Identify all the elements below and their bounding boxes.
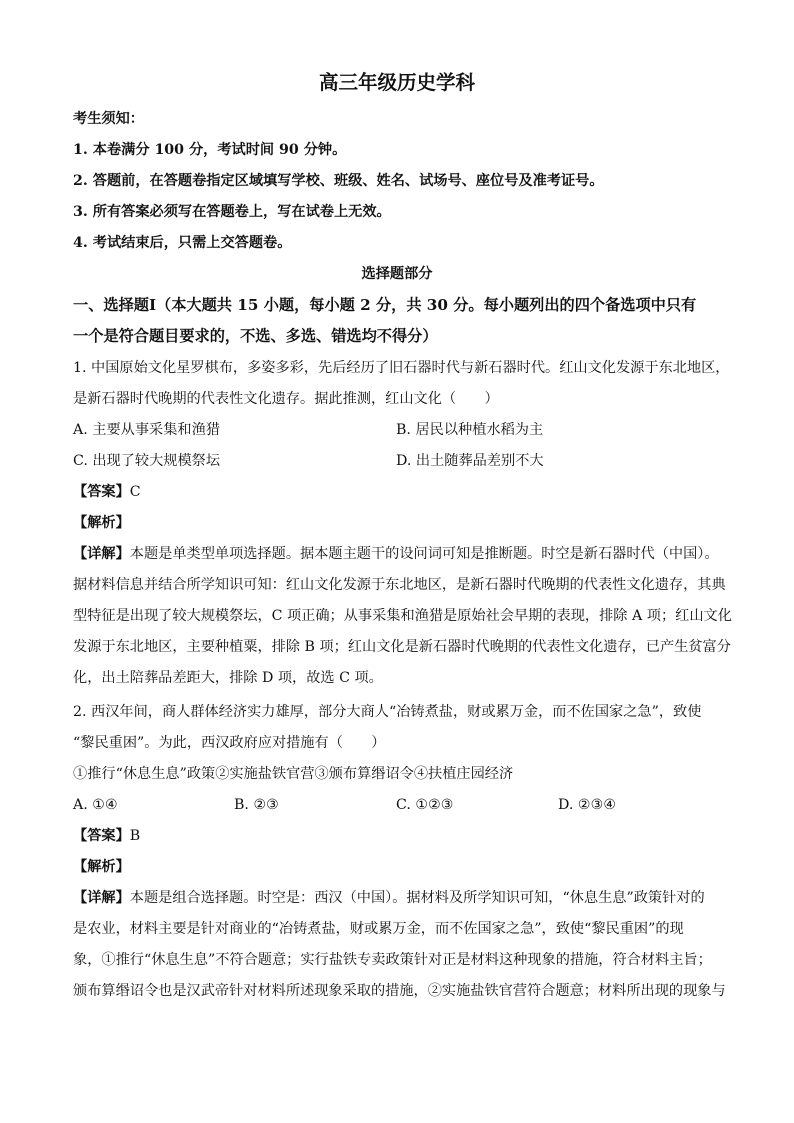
q1-option-b: B. 居民以种植水稻为主 bbox=[396, 422, 544, 438]
q1-answer-tag: 【答案】 bbox=[73, 484, 130, 500]
q2-stem-line1: 2. 西汉年间，商人群体经济实力雄厚，部分大商人“冶铸煮盐，财或累万金，而不佐国家之急”，致使 bbox=[73, 704, 702, 720]
q2-detail-line4: 颁布算缗诏令也是汉武帝针对材料所述现象采取的措施，②实施盐铁官营符合题意；材料所出现的现象与 bbox=[73, 983, 726, 999]
q1-option-a: A. 主要从事采集和渔猎 bbox=[73, 422, 220, 438]
section-heading-line1: 一、选择题Ⅰ（本大题共 15 小题，每小题 2 分，共 30 分。每小题列出的四个备选项中只有 bbox=[73, 296, 697, 314]
q2-stem-line3: ①推行“休息生息”政策②实施盐铁官营③颁布算缗诏令④扶植庄园经济 bbox=[73, 766, 514, 782]
part-title: 选择题部分 bbox=[361, 266, 433, 282]
q1-detail-line5: 化，出土陪葬品差距大，排除 D 项，故选 C 项。 bbox=[73, 670, 383, 686]
q2-detail-line1 bbox=[73, 888, 723, 908]
q1-detail-line2: 据材料信息并结合所学知识可知：红山文化发源于东北地区，是新石器时代晚期的代表性文化遗存，其典 bbox=[73, 577, 726, 593]
q2-option-a: A. ①④ bbox=[73, 797, 118, 813]
q1-answer-value: C bbox=[129, 484, 141, 500]
q2-detail-line2: 是农业，材料主要是针对商业的“冶铸煮盐，财或累万金，而不佐国家之急”，致使“黎民重困”的现 bbox=[73, 921, 684, 937]
page-title: 高三年级历史学科 bbox=[318, 71, 475, 94]
q1-detail-tag: 【详解】 bbox=[73, 546, 130, 562]
q2-answer bbox=[73, 826, 723, 846]
q2-answer-value: B bbox=[129, 828, 141, 844]
notice-heading: 考生须知： bbox=[73, 111, 144, 127]
q1-detail-line4: 发源于东北地区，主要种植粟，排除 B 项；红山文化是新石器时代晚期的代表性文化遗存，已产生贫富分 bbox=[73, 639, 731, 655]
q1-option-c: C. 出现了较大规模祭坛 bbox=[73, 453, 221, 469]
q2-stem-line2: “黎民重困”。为此，西汉政府应对措施有（ ） bbox=[73, 735, 386, 751]
q1-stem-line2: 是新石器时代晚期的代表性文化遗存。据此推测，红山文化（ ） bbox=[73, 391, 499, 407]
q1-stem-line1: 1. 中国原始文化星罗棋布，多姿多彩，先后经历了旧石器时代与新石器时代。红山文化发源于东北地区， bbox=[73, 360, 730, 376]
q1-detail-line1 bbox=[73, 544, 723, 564]
notice-item-4: 4. 考试结束后，只需上交答题卷。 bbox=[73, 235, 292, 251]
notice-item-3: 3. 所有答案必须写在答题卷上，写在试卷上无效。 bbox=[73, 204, 391, 220]
notice-item-1: 1. 本卷满分 100 分，考试时间 90 分钟。 bbox=[73, 142, 347, 158]
q2-detail-text-1: 本题是组合选择题。时空是：西汉（中国）。据材料及所学知识可知，“休息生息”政策针对的 bbox=[129, 890, 705, 906]
q2-detail-line3: 象，①推行“休息生息”不符合题意；实行盐铁专卖政策针对正是材料这种现象的措施，符合材料主旨； bbox=[73, 952, 712, 968]
q2-option-b: B. ②③ bbox=[234, 797, 279, 813]
q1-detail-line3: 型特征是出现了较大规模祭坛，C 项正确；从事采集和渔猎是原始社会早期的表现，排除 A 项；红山文化 bbox=[73, 608, 732, 624]
q2-option-d: D. ②③④ bbox=[558, 797, 617, 813]
q2-answer-tag: 【答案】 bbox=[73, 828, 130, 844]
q1-option-d: D. 出土随葬品差别不大 bbox=[396, 453, 544, 469]
q2-option-c: C. ①②③ bbox=[396, 797, 454, 813]
q2-analysis-tag: 【解析】 bbox=[73, 859, 130, 875]
q2-detail-tag: 【详解】 bbox=[73, 890, 130, 906]
notice-item-2: 2. 答题前，在答题卷指定区域填写学校、班级、姓名、试场号、座位号及准考证号。 bbox=[73, 173, 604, 189]
q1-answer bbox=[73, 482, 723, 502]
q1-analysis-tag: 【解析】 bbox=[73, 515, 130, 531]
q1-detail-text-1: 本题是单类型单项选择题。据本题主题干的设问词可知是推断题。时空是新石器时代（中国）。 bbox=[129, 546, 719, 562]
section-heading-line2: 一个是符合题目要求的，不选、多选、错选均不得分） bbox=[73, 327, 438, 345]
